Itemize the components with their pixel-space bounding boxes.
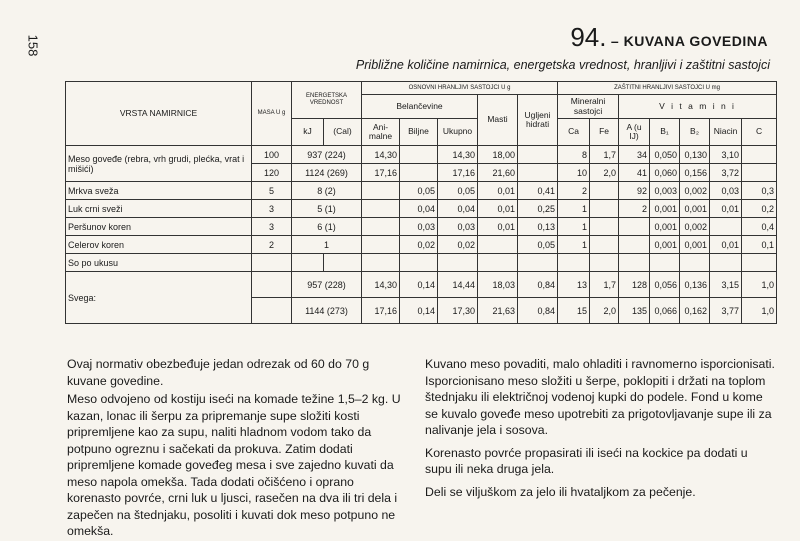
energy-cell: 1124 (269) <box>292 164 362 182</box>
mass-cell <box>252 272 292 298</box>
carb-cell: 0,41 <box>518 182 558 200</box>
vitamin-b2-cell: 0,002 <box>680 218 710 236</box>
fat-cell: 21,60 <box>478 164 518 182</box>
fe-cell <box>590 182 619 200</box>
vitamin-c-cell <box>742 146 777 164</box>
vitamin-a-cell: 92 <box>619 182 650 200</box>
vitamin-a-cell: 128 <box>619 272 650 298</box>
energy-cell: 1 <box>292 236 362 254</box>
niacin-cell: 3,15 <box>710 272 742 298</box>
total-protein-cell: 0,03 <box>438 218 478 236</box>
total-protein-cell: 17,16 <box>438 164 478 182</box>
niacin-cell: 0,01 <box>710 236 742 254</box>
empty-cell <box>710 254 742 272</box>
empty-cell <box>650 254 680 272</box>
header-vitamins: V i t a m i n i <box>619 95 777 119</box>
carb-cell: 0,84 <box>518 298 558 324</box>
carb-cell <box>518 164 558 182</box>
paragraph: Meso odvojeno od kostiju iseći na komade težine 1,5–2 kg. U kazan, lonac ili šerpu za pripremanje supe složiti kosti pripremljene kao za supu, naliti hladnom vodom tako da potpuno ogreznu i sačekati da prokuva. Zatim dodati pripremljene komade goveđeg mesa i sve zajedno kuvati da meso napola omekša. Tada dodati očišćeno i oprano korenasto povrće, crni luk u ljusci, rasečen na dva ili tri dela i zapečen na štednjaku, posoliti i kuvati dok meso potpuno ne omekša. <box>67 392 401 538</box>
total-row <box>66 272 777 298</box>
vitamin-c-cell: 0,3 <box>742 182 777 200</box>
table-row <box>66 200 777 218</box>
plant-protein-cell: 0,14 <box>400 272 438 298</box>
niacin-cell: 3,10 <box>710 146 742 164</box>
empty-cell <box>680 254 710 272</box>
page-number: 158 <box>25 34 41 57</box>
paragraph: Kuvano meso povaditi, malo ohladiti i ravnomerno isporcionisati. Isporcionisano meso složiti u šerpe, poklopiti i držati na toplom štednjaku ili električnoj vodenoj kupki do podele. Fond u kome se kuvalo goveđe meso upotrebiti za prigotovljavanje supe ili za nalivanje jela i sosova. <box>425 357 775 437</box>
vitamin-b1-cell: 0,001 <box>650 236 680 254</box>
niacin-cell <box>710 218 742 236</box>
fat-cell: 0,01 <box>478 218 518 236</box>
ca-cell: 10 <box>558 164 590 182</box>
animal-protein-cell: 17,16 <box>362 298 400 324</box>
vitamin-b1-cell: 0,066 <box>650 298 680 324</box>
vitamin-a-cell <box>619 236 650 254</box>
empty-cell <box>742 254 777 272</box>
mass-cell: 3 <box>252 200 292 218</box>
table-subtitle: Približne količine namirnica, energetska vrednost, hranljivi i zaštitni sastojci <box>355 58 770 72</box>
ca-cell: 1 <box>558 200 590 218</box>
ca-cell: 15 <box>558 298 590 324</box>
empty-cell <box>518 254 558 272</box>
ca-cell: 13 <box>558 272 590 298</box>
empty-cell <box>400 254 438 272</box>
mass-cell: 5 <box>252 182 292 200</box>
niacin-cell: 0,01 <box>710 200 742 218</box>
table-row <box>66 146 777 164</box>
vitamin-c-cell: 0,1 <box>742 236 777 254</box>
header-proteins: Belančevine <box>362 95 478 119</box>
food-name-cell: So po ukusu <box>66 254 252 272</box>
empty-cell <box>362 254 400 272</box>
header-animal: Ani-malne <box>362 119 400 146</box>
vitamin-b1-cell: 0,001 <box>650 218 680 236</box>
header-vitamin-b1: B₁ <box>650 119 680 146</box>
carb-cell: 0,13 <box>518 218 558 236</box>
header-fats: Masti <box>478 95 518 146</box>
header-protective-nutrients: ZAŠTITNI HRANLJIVI SASTOJCI U mg <box>558 82 777 95</box>
empty-cell <box>438 254 478 272</box>
plant-protein-cell: 0,03 <box>400 218 438 236</box>
total-label: Svega: <box>66 272 252 324</box>
header-carbs: Ugljeni hidrati <box>518 95 558 146</box>
total-protein-cell: 14,44 <box>438 272 478 298</box>
paragraph: Deli se viljuškom za jelo ili hvataljkom za pečenje. <box>425 484 696 499</box>
fat-cell: 18,03 <box>478 272 518 298</box>
niacin-cell: 3,77 <box>710 298 742 324</box>
energy-cell: 8 (2) <box>292 182 362 200</box>
vitamin-c-cell: 1,0 <box>742 272 777 298</box>
text-right-column <box>425 356 777 500</box>
empty-cell <box>252 254 292 272</box>
vitamin-a-cell <box>619 218 650 236</box>
header-ca: Ca <box>558 119 590 146</box>
mass-cell: 100 <box>252 146 292 164</box>
header-basic-nutrients: OSNOVNI HRANLJIVI SASTOJCI U g <box>362 82 558 95</box>
vitamin-a-cell: 41 <box>619 164 650 182</box>
header-vitamin-c: C <box>742 119 777 146</box>
vitamin-b2-cell: 0,156 <box>680 164 710 182</box>
total-protein-cell: 0,05 <box>438 182 478 200</box>
carb-cell: 0,84 <box>518 272 558 298</box>
fe-cell: 2,0 <box>590 164 619 182</box>
header-vitamin-b2: B₂ <box>680 119 710 146</box>
energy-cell: 1144 (273) <box>292 298 362 324</box>
fat-cell: 18,00 <box>478 146 518 164</box>
vitamin-c-cell: 0,2 <box>742 200 777 218</box>
vitamin-a-cell: 34 <box>619 146 650 164</box>
header-total: Ukupno <box>438 119 478 146</box>
fat-cell: 0,01 <box>478 182 518 200</box>
vitamin-b1-cell: 0,060 <box>650 164 680 182</box>
header-plant: Biljne <box>400 119 438 146</box>
plant-protein-cell: 0,04 <box>400 200 438 218</box>
plant-protein-cell: 0,02 <box>400 236 438 254</box>
fe-cell: 1,7 <box>590 146 619 164</box>
plant-protein-cell <box>400 164 438 182</box>
vitamin-a-cell: 2 <box>619 200 650 218</box>
carb-cell: 0,25 <box>518 200 558 218</box>
ca-cell: 8 <box>558 146 590 164</box>
paragraph: Korenasto povrće propasirati ili iseći na kockice pa dodati u supu ili neka druga jela. <box>425 445 748 476</box>
energy-cell: 6 (1) <box>292 218 362 236</box>
vitamin-b1-cell: 0,050 <box>650 146 680 164</box>
recipe-number: 94. <box>570 22 607 52</box>
mass-cell <box>252 298 292 324</box>
empty-cell <box>619 254 650 272</box>
animal-protein-cell <box>362 200 400 218</box>
energy-cell: 5 (1) <box>292 200 362 218</box>
vitamin-c-cell: 1,0 <box>742 298 777 324</box>
vitamin-b2-cell: 0,136 <box>680 272 710 298</box>
niacin-cell: 0,03 <box>710 182 742 200</box>
total-protein-cell: 0,04 <box>438 200 478 218</box>
energy-cell: 957 (228) <box>292 272 362 298</box>
ca-cell: 1 <box>558 236 590 254</box>
fe-cell <box>590 236 619 254</box>
fe-cell <box>590 200 619 218</box>
niacin-cell: 3,72 <box>710 164 742 182</box>
ca-cell: 2 <box>558 182 590 200</box>
vitamin-b2-cell: 0,001 <box>680 236 710 254</box>
vitamin-c-cell <box>742 164 777 182</box>
paragraph: Ovaj normativ obezbeđuje jedan odrezak od 60 do 70 g kuvane govedine. <box>67 357 370 388</box>
empty-cell <box>478 254 518 272</box>
vitamin-c-cell: 0,4 <box>742 218 777 236</box>
header-mass: MASA U g <box>252 82 292 146</box>
recipe-name: – KUVANA GOVEDINA <box>610 33 768 49</box>
vitamin-b2-cell: 0,001 <box>680 200 710 218</box>
recipe-title <box>570 22 768 53</box>
carb-cell: 0,05 <box>518 236 558 254</box>
header-cal: (Cal) <box>324 119 362 146</box>
header-niacin: Niacin <box>710 119 742 146</box>
empty-cell <box>558 254 590 272</box>
nutrition-table <box>65 81 777 324</box>
total-protein-cell: 0,02 <box>438 236 478 254</box>
empty-cell <box>590 254 619 272</box>
fe-cell: 2,0 <box>590 298 619 324</box>
table-row <box>66 236 777 254</box>
plant-protein-cell: 0,05 <box>400 182 438 200</box>
vitamin-b1-cell: 0,003 <box>650 182 680 200</box>
carb-cell <box>518 146 558 164</box>
energy-cell: 937 (224) <box>292 146 362 164</box>
header-kj: kJ <box>292 119 324 146</box>
plant-protein-cell: 0,14 <box>400 298 438 324</box>
table-row <box>66 254 777 272</box>
animal-protein-cell: 17,16 <box>362 164 400 182</box>
vitamin-b2-cell: 0,130 <box>680 146 710 164</box>
header-fe: Fe <box>590 119 619 146</box>
table-row <box>66 182 777 200</box>
animal-protein-cell <box>362 236 400 254</box>
animal-protein-cell <box>362 182 400 200</box>
animal-protein-cell: 14,30 <box>362 146 400 164</box>
total-protein-cell: 17,30 <box>438 298 478 324</box>
food-name-cell: Luk crni sveži <box>66 200 252 218</box>
plant-protein-cell <box>400 146 438 164</box>
table-row <box>66 218 777 236</box>
vitamin-b2-cell: 0,002 <box>680 182 710 200</box>
mass-cell: 2 <box>252 236 292 254</box>
empty-cell <box>292 254 324 272</box>
food-name-cell: Mrkva sveža <box>66 182 252 200</box>
fe-cell: 1,7 <box>590 272 619 298</box>
fat-cell: 21,63 <box>478 298 518 324</box>
vitamin-a-cell: 135 <box>619 298 650 324</box>
mass-cell: 120 <box>252 164 292 182</box>
mass-cell: 3 <box>252 218 292 236</box>
vitamin-b1-cell: 0,001 <box>650 200 680 218</box>
header-food: VRSTA NAMIRNICE <box>66 82 252 146</box>
header-vitamin-a: A (u IJ) <box>619 119 650 146</box>
animal-protein-cell: 14,30 <box>362 272 400 298</box>
fat-cell <box>478 236 518 254</box>
food-name-cell: Peršunov koren <box>66 218 252 236</box>
header-energy: ENERGETSKA VREDNOST <box>292 82 362 119</box>
header-minerals: Mineralni sastojci <box>558 95 619 119</box>
animal-protein-cell <box>362 218 400 236</box>
empty-cell <box>324 254 362 272</box>
vitamin-b1-cell: 0,056 <box>650 272 680 298</box>
food-name-cell: Celerov koren <box>66 236 252 254</box>
fe-cell <box>590 218 619 236</box>
ca-cell: 1 <box>558 218 590 236</box>
fat-cell: 0,01 <box>478 200 518 218</box>
total-protein-cell: 14,30 <box>438 146 478 164</box>
text-left-column <box>67 356 401 540</box>
food-name-cell: Meso goveđe (rebra, vrh grudi, plećka, vrat i mišići) <box>66 146 252 182</box>
vitamin-b2-cell: 0,162 <box>680 298 710 324</box>
